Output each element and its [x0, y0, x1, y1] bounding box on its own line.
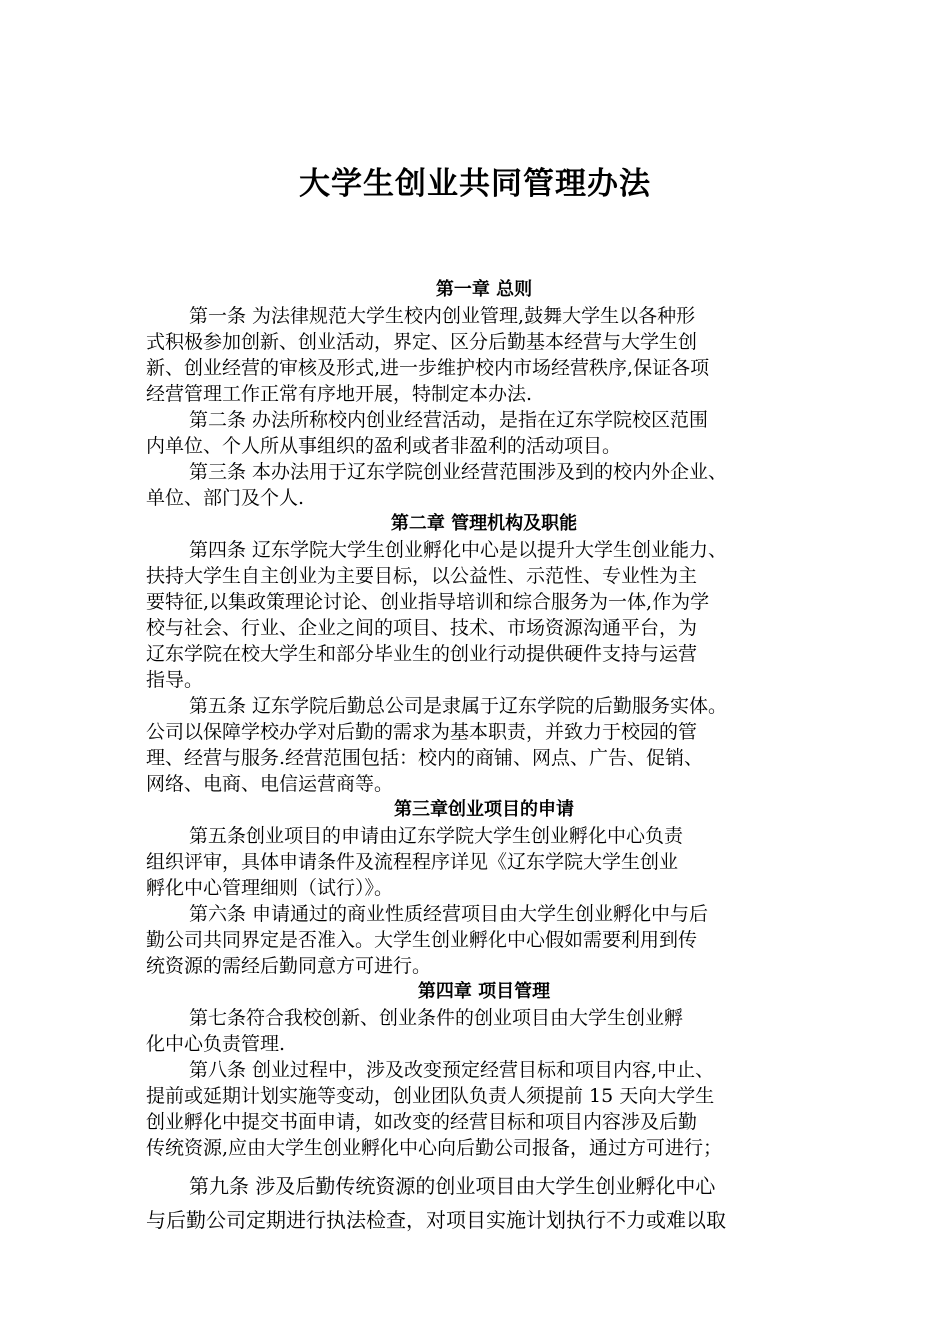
paragraph-line: 第七条符合我校创新、创业条件的创业项目由大学生创业孵 [189, 1007, 684, 1029]
paragraph-line: 第三条 本办法用于辽东学院创业经营范围涉及到的校内外企业、 [189, 461, 728, 483]
paragraph-line: 第六条 申请通过的商业性质经营项目由大学生创业孵化中与后 [189, 903, 709, 925]
paragraph-line: 第五条 辽东学院后勤总公司是隶属于辽东学院的后勤服务实体。 [189, 695, 728, 717]
document-title: 大学生创业共同管理办法 [299, 166, 651, 202]
paragraph-line: 第九条 涉及后勤传统资源的创业项目由大学生创业孵化中心 [189, 1174, 716, 1198]
spacer [146, 1161, 822, 1169]
paragraph-line: 与后勤公司定期进行执法检查，对项目实施计划执行不力或难以取 [146, 1208, 726, 1232]
paragraph-line: 提前或延期计划实施等变动，创业团队负责人须提前 15 天向大学生 [146, 1085, 715, 1107]
paragraph-line: 统资源的需经后勤同意方可进行。 [146, 955, 432, 977]
paragraph-line: 第二条 办法所称校内创业经营活动，是指在辽东学院校区范围 [189, 409, 709, 431]
paragraph-line: 传统资源,应由大学生创业孵化中心向后勤公司报备，通过方可进行； [146, 1137, 723, 1159]
paragraph-line: 式积极参加创新、创业活动，界定、区分后勤基本经营与大学生创 [146, 331, 698, 353]
chapter-4-heading: 第四章 项目管理 [417, 981, 551, 1002]
paragraph-line: 网络、电商、电信运营商等。 [146, 773, 394, 795]
paragraph-line: 单位、部门及个人. [146, 487, 305, 509]
chapter-1-heading: 第一章 总则 [435, 279, 533, 300]
paragraph-line: 第八条 创业过程中，涉及改变预定经营目标和项目内容,中止、 [189, 1059, 715, 1081]
paragraph-line: 创业孵化中提交书面申请，如改变的经营目标和项目内容涉及后勤 [146, 1111, 698, 1133]
paragraph-line: 勤公司共同界定是否准入。大学生创业孵化中心假如需要利用到传 [146, 929, 698, 951]
paragraph-line: 第四条 辽东学院大学生创业孵化中心是以提升大学生创业能力、 [189, 539, 728, 561]
paragraph-line: 新、创业经营的审核及形式,进一步维护校内市场经营秩序,保证各项 [146, 357, 710, 379]
paragraph-line: 化中心负责管理. [146, 1033, 286, 1055]
paragraph-line: 辽东学院在校大学生和部分毕业生的创业行动提供硬件支持与运营 [146, 643, 698, 665]
paragraph-line: 孵化中心管理细则（试行）》。 [146, 877, 394, 899]
paragraph-line: 第一条 为法律规范大学生校内创业管理,鼓舞大学生以各种形 [189, 305, 696, 327]
paragraph-line: 组织评审，具体申请条件及流程程序详见《辽东学院大学生创业 [146, 851, 679, 873]
chapter-2-heading: 第二章 管理机构及职能 [390, 513, 578, 534]
paragraph-line: 经营管理工作正常有序地开展，特制定本办法. [146, 383, 533, 405]
paragraph-line: 内单位、个人所从事组织的盈利或者非盈利的活动项目。 [146, 435, 622, 457]
paragraph-line: 扶持大学生自主创业为主要目标，以公益性、示范性、专业性为主 [146, 565, 698, 587]
paragraph-line: 校与社会、行业、企业之间的项目、技术、市场资源沟通平台，为 [146, 617, 698, 639]
paragraph-line: 第五条创业项目的申请由辽东学院大学生创业孵化中心负责 [189, 825, 684, 847]
paragraph-line: 公司以保障学校办学对后勤的需求为基本职责，并致力于校园的管 [146, 721, 698, 743]
paragraph-line: 指导。 [146, 669, 204, 691]
paragraph-line: 理、经营与服务.经营范围包括：校内的商铺、网点、广告、促销、 [146, 747, 704, 769]
document-body [146, 277, 822, 1237]
chapter-3-heading: 第三章创业项目的申请 [394, 799, 574, 820]
paragraph-line: 要特征,以集政策理论讨论、创业指导培训和综合服务为一体,作为学 [146, 591, 710, 613]
article-9-block [146, 1169, 822, 1237]
